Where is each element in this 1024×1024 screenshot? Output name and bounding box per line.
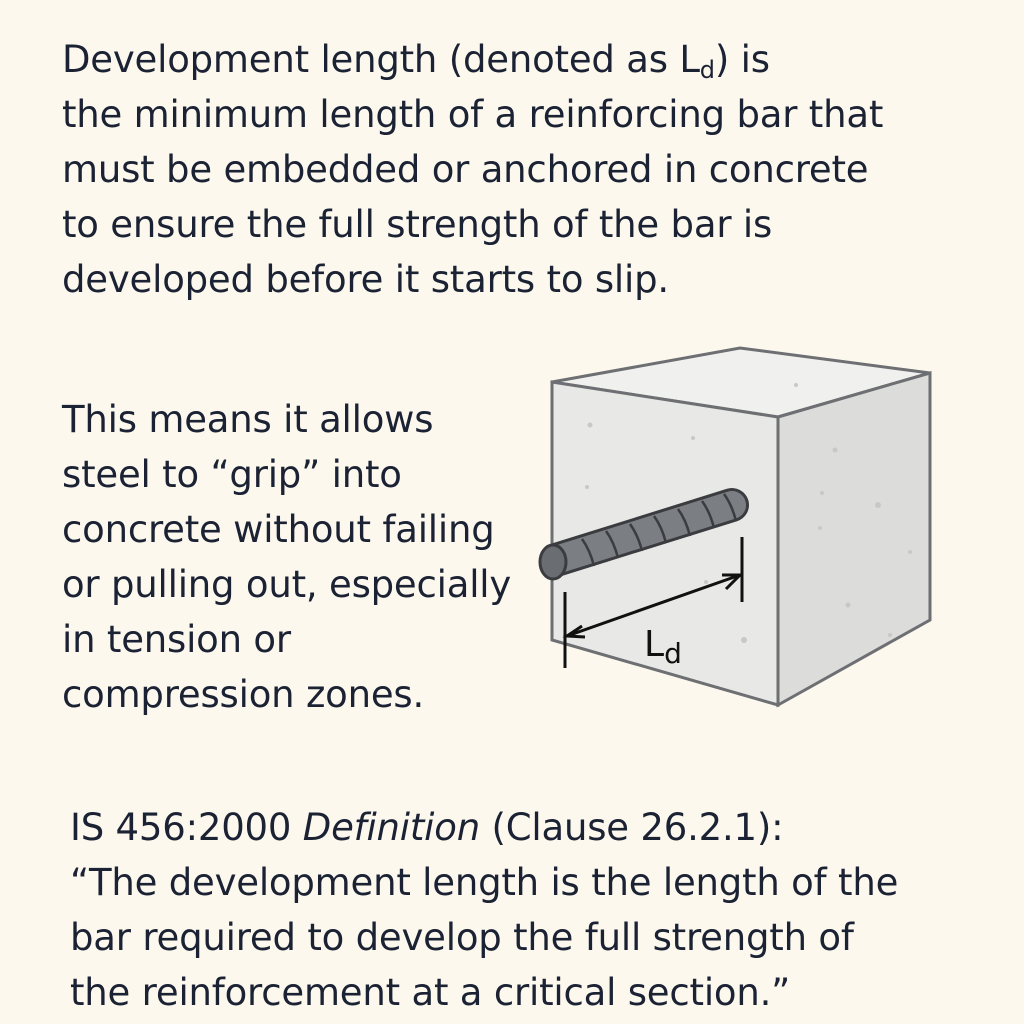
intro-line-5: developed before it starts to slip. (62, 258, 669, 301)
concrete-block-svg (520, 330, 960, 730)
intro-line-1 (62, 32, 982, 87)
intro-paragraph (62, 32, 982, 307)
intro-line-1-text: Development length (denoted as L (62, 38, 700, 81)
intro-line-2: the minimum length of a reinforcing bar that (62, 93, 884, 136)
ld-dimension-label: Ld (644, 624, 682, 670)
meaning-line-2: steel to “grip” into (62, 453, 402, 496)
meaning-line-6: compression zones. (62, 673, 425, 716)
intro-line-4: to ensure the full strength of the bar is (62, 203, 773, 246)
meaning-line-1: This means it allows (62, 398, 434, 441)
is-code-definition (70, 800, 990, 1020)
definition-clause: (Clause 26.2.1): (479, 806, 784, 849)
definition-quote-line-2: bar required to develop the full strength of (70, 916, 854, 959)
definition-heading (70, 800, 990, 855)
meaning-line-3: concrete without failing (62, 508, 495, 551)
meaning-line-4: or pulling out, especially (62, 563, 512, 606)
definition-italic-word: Definition (302, 806, 480, 849)
definition-code-ref: IS 456:2000 (70, 806, 303, 849)
intro-line-3: must be embedded or anchored in concrete (62, 148, 869, 191)
concrete-side-face (778, 373, 930, 705)
meaning-paragraph (62, 392, 532, 722)
meaning-line-5: in tension or (62, 618, 291, 661)
intro-ld-subscript: d (699, 56, 715, 84)
definition-quote-line-1: “The development length is the length of the (70, 861, 899, 904)
definition-quote-line-3: the reinforcement at a critical section.” (70, 971, 791, 1014)
concrete-block-diagram (520, 330, 960, 730)
intro-line-1-end: ) is (714, 38, 770, 81)
